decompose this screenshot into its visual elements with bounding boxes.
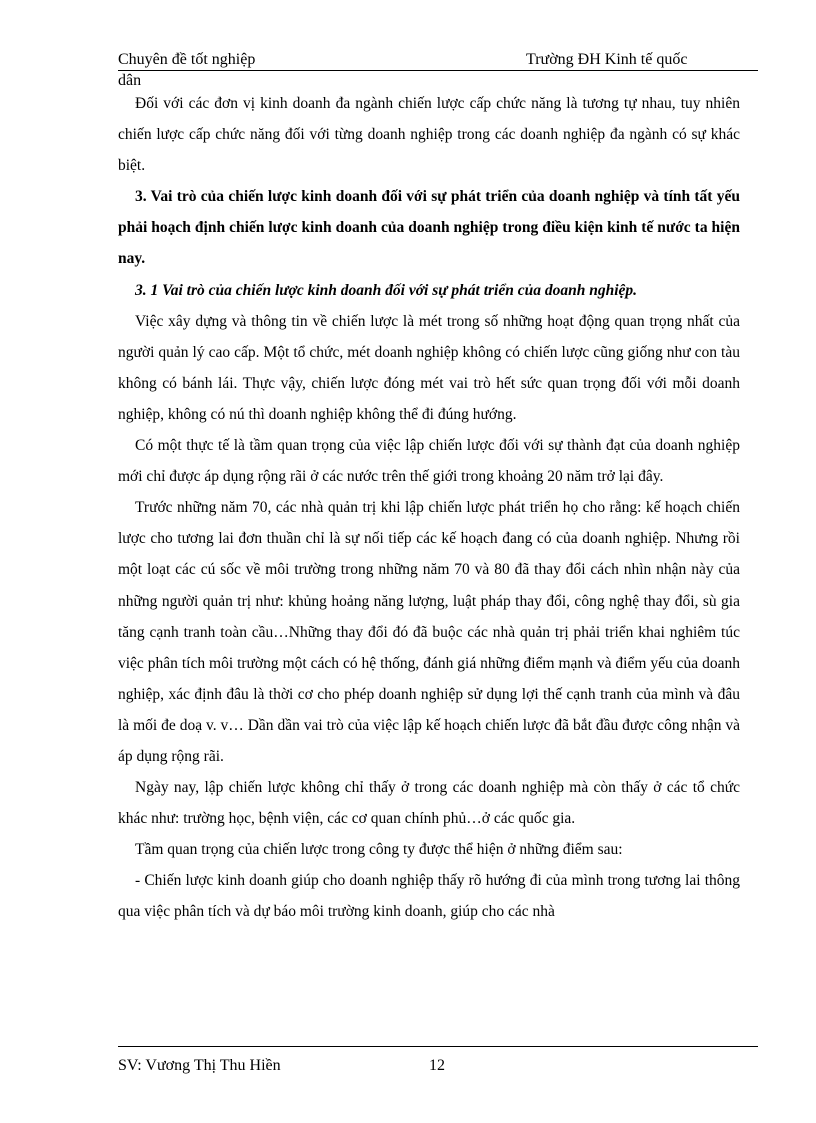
header-doc-title: Chuyên đề tốt nghiệp [118, 51, 256, 68]
paragraph: Tầm quan trọng của chiến lược trong công ty được thể hiện ở những điểm sau: [135, 841, 623, 859]
subsection-heading: 3. 1 Vai trò của chiến lược kinh doanh đối với sự phát triển của doanh nghiệp. [135, 281, 638, 299]
page-footer [118, 1046, 758, 1074]
paragraph: Việc xây dựng và thông tin về chiến lược là mét trong số những hoạt động quan trọng nhất của người quản lý cao cấp. Một tổ chức, mét doanh nghiệp không có chiến lược cũng giống như con tàu không có bánh lái. Thực vậy, chiến lược đóng mét vai trò hết sức quan trọng đối với mỗi doanh nghiệp, không có nú thì doanh nghiệp không thể đi đúng hướng. [118, 312, 740, 423]
page-header [118, 48, 758, 89]
paragraph: Trước những năm 70, các nhà quản trị khi lập chiến lược phát triển họ cho rằng: kế hoạch chiến lược cho tương lai đơn thuần chỉ là sự nối tiếp các kế hoạch đang có của doanh nghiệp. Nhưng rồi một loạt các cú sốc về môi trường trong những năm 70 và 80 đã thay đổi cách nhìn nhận này của những người quản trị như: khủng hoảng năng lượng, luật pháp thay đổi, công nghệ thay đổi, sù gia tăng cạnh tranh toàn cầu…Những thay đổi đó đã buộc các nhà quản trị phải triển khai nghiêm túc việc phân tích môi trường một cách có hệ thống, đánh giá những điểm mạnh và điểm yếu của doanh nghiệp, xác định đâu là thời cơ cho phép doanh nghiệp sử dụng lợi thế cạnh tranh của mình và đâu là mối đe doạ v. v… Dần dần vai trò của việc lập kế hoạch chiến lược đã bắt đầu được công nhận và áp dụng rộng rãi. [118, 499, 740, 765]
page-body [118, 88, 740, 928]
section-heading: 3. Vai trò của chiến lược kinh doanh đối với sự phát triển của doanh nghiệp và tính tất yếu phải hoạch định chiến lược kinh doanh của doanh nghiệp trong điều kiện kinh tế nước ta hiện nay. [118, 188, 740, 268]
bullet-paragraph: - Chiến lược kinh doanh giúp cho doanh nghiệp thấy rõ hướng đi của mình trong tương lai thông qua việc phân tích và dự báo môi trường kinh doanh, giúp cho các nhà [118, 872, 740, 921]
paragraph: Đối với các đơn vị kinh doanh đa ngành chiến lược cấp chức năng là tương tự nhau, tuy nhiên chiến lược cấp chức năng đối với từng doanh nghiệp trong các doanh nghiệp đa ngành có sự khác biệt. [118, 95, 740, 175]
header-school-continuation: dân [118, 72, 142, 89]
header-school: Trường ĐH Kinh tế quốc [526, 51, 688, 68]
footer-page-number: 12 [429, 1057, 445, 1074]
footer-student-name: SV: Vương Thị Thu Hiền [118, 1057, 281, 1074]
paragraph: Ngày nay, lập chiến lược không chỉ thấy ở trong các doanh nghiệp mà còn thấy ở các tổ chức khác như: trường học, bệnh viện, các cơ quan chính phủ…ở các quốc gia. [118, 779, 740, 828]
paragraph: Có một thực tế là tầm quan trọng của việc lập chiến lược đối với sự thành đạt của doanh nghiệp mới chỉ được áp dụng rộng rãi ở các nước trên thế giới trong khoảng 20 năm trở lại đây. [118, 437, 740, 486]
